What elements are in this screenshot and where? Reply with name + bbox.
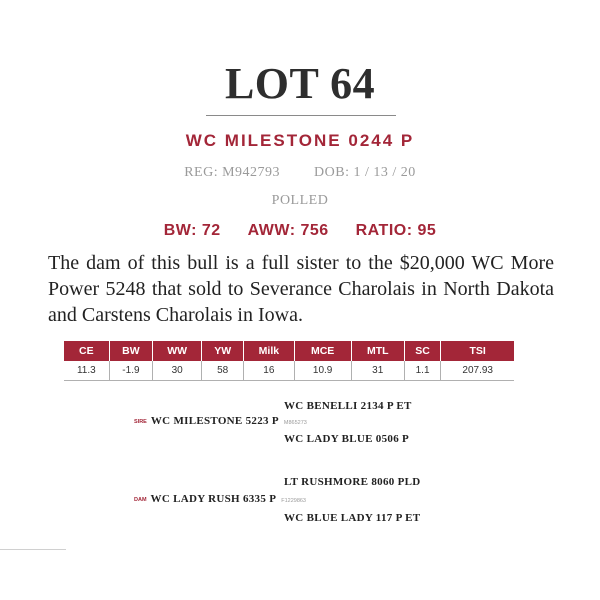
weaning-ratio: RATIO: 95 <box>355 222 437 239</box>
adjusted-weaning-weight: AWW: 756 <box>247 222 329 239</box>
epd-value-mce: 10.9 <box>294 361 351 381</box>
dam-dam: WC BLUE LADY 117 P ET <box>284 512 421 524</box>
birth-weight: BW: 72 <box>163 222 221 239</box>
sire-tag: SIRE <box>134 419 147 425</box>
reg-value: M942793 <box>222 165 281 180</box>
epd-header-bw: BW <box>109 341 152 361</box>
epd-value-yw: 58 <box>202 361 244 381</box>
lot-description: The dam of this bull is a full sister to the $20,000 WC More Power 5248 that sold to Severance Charolais in North Dakota and Carstens Charolais in Iowa. <box>48 252 554 326</box>
epd-header-ww: WW <box>153 341 202 361</box>
epd-value-row <box>64 361 514 381</box>
dam-tag: DAM <box>134 497 147 503</box>
sire-reg: M865273 <box>283 420 307 426</box>
epd-value-bw: -1.9 <box>109 361 152 381</box>
epd-value-ce: 11.3 <box>64 361 109 381</box>
page-corner-rule <box>0 549 66 550</box>
sire-dam: WC LADY BLUE 0506 P <box>284 433 410 445</box>
title-divider <box>206 115 396 116</box>
epd-header-milk: Milk <box>244 341 294 361</box>
sire-line <box>134 415 307 427</box>
epd-value-tsi: 207.93 <box>441 361 514 381</box>
dam-sire: LT RUSHMORE 8060 PLD <box>284 476 421 488</box>
dob-value: 1 / 13 / 20 <box>353 165 416 180</box>
epd-header-yw: YW <box>202 341 244 361</box>
dam-line <box>134 493 306 505</box>
lot-title: LOT 64 <box>224 59 376 108</box>
dam-name: WC LADY RUSH 6335 P <box>150 493 277 505</box>
sire-name: WC MILESTONE 5223 P <box>150 415 279 427</box>
epd-value-mtl: 31 <box>351 361 404 381</box>
animal-name: WC MILESTONE 0244 P <box>185 131 415 150</box>
epd-header-mce: MCE <box>294 341 351 361</box>
epd-header-tsi: TSI <box>441 341 514 361</box>
epd-value-sc: 1.1 <box>404 361 441 381</box>
reg-label: REG: <box>184 165 219 180</box>
epd-header-row <box>64 341 514 361</box>
epd-header-ce: CE <box>64 341 109 361</box>
sire-sire: WC BENELLI 2134 P ET <box>284 400 412 412</box>
polled-status: POLLED <box>271 193 329 208</box>
epd-value-ww: 30 <box>153 361 202 381</box>
epd-header-sc: SC <box>404 341 441 361</box>
dam-reg: F1229863 <box>281 498 306 504</box>
epd-table <box>64 341 514 381</box>
epd-header-mtl: MTL <box>351 341 404 361</box>
dob-label: DOB: <box>314 165 350 180</box>
weights-line <box>0 222 600 240</box>
registration-line <box>0 165 600 181</box>
epd-value-milk: 16 <box>244 361 294 381</box>
